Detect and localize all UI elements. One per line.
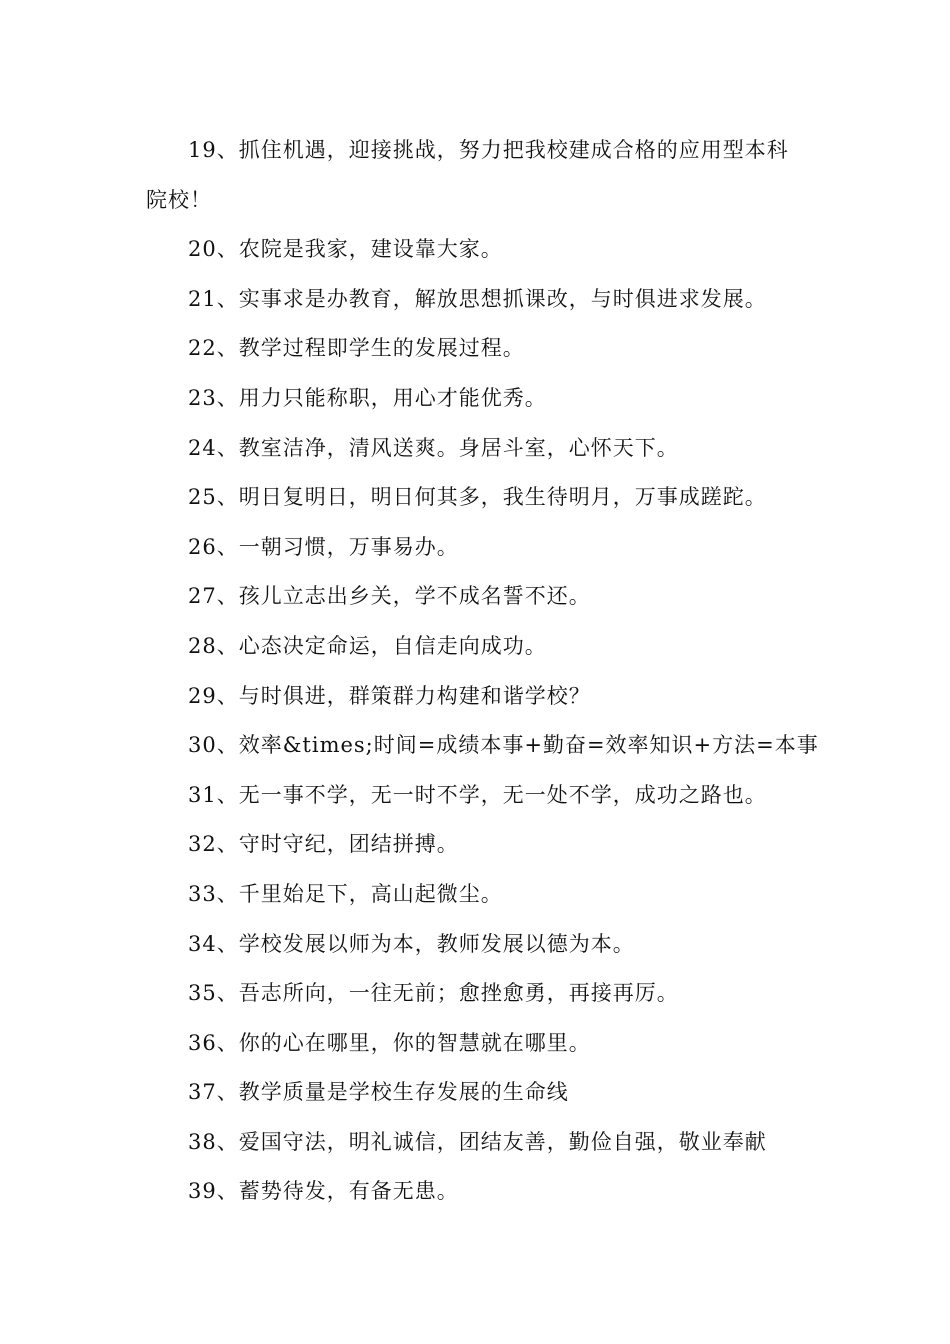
slogan-line-35: 35、吾志所向，一往无前；愈挫愈勇，再接再厉。 [188,981,679,1006]
slogan-line-21: 21、实事求是办教育，解放思想抓课改，与时俱进求发展。 [188,286,767,311]
slogan-line-22: 22、教学过程即学生的发展过程。 [188,336,525,361]
slogan-line-34: 34、学校发展以师为本，教师发展以德为本。 [188,931,635,956]
slogan-line-37: 37、教学质量是学校生存发展的生命线 [188,1080,569,1105]
slogan-line-39: 39、蓄势待发，有备无患。 [188,1179,459,1204]
slogan-line-26: 26、一朝习惯，万事易办。 [188,534,459,559]
slogan-line-31: 31、无一事不学，无一时不学，无一处不学，成功之路也。 [188,782,767,807]
slogan-line-19: 19、抓住机遇，迎接挑战，努力把我校建成合格的应用型本科 [188,138,789,162]
slogan-line-30: 30、效率&times;时间=成绩本事+勤奋=效率知识+方法=本事 [188,733,819,758]
slogan-line-20: 20、农院是我家，建设靠大家。 [188,237,503,262]
slogan-line-38: 38、爱国守法，明礼诚信，团结友善，勤俭自强，敬业奉献 [188,1129,767,1154]
slogan-line-32: 32、守时守纪，团结拼搏。 [188,832,459,857]
slogan-line-25: 25、明日复明日，明日何其多，我生待明月，万事成蹉跎。 [188,485,767,510]
slogan-line-23: 23、用力只能称职，用心才能优秀。 [188,385,547,410]
slogan-line-24: 24、教室洁净，清风送爽。身居斗室，心怀天下。 [188,435,679,460]
slogan-line-28: 28、心态决定命运，自信走向成功。 [188,633,547,658]
slogan-list [146,126,846,1217]
slogan-line-36: 36、你的心在哪里，你的智慧就在哪里。 [188,1030,591,1055]
slogan-line-27: 27、孩儿立志出乡关，学不成名誓不还。 [188,584,591,609]
slogan-line-19-continued: 院校！ [146,187,212,212]
slogan-line-33: 33、千里始足下，高山起微尘。 [188,881,503,906]
slogan-line-29: 29、与时俱进，群策群力构建和谐学校？ [188,683,591,708]
